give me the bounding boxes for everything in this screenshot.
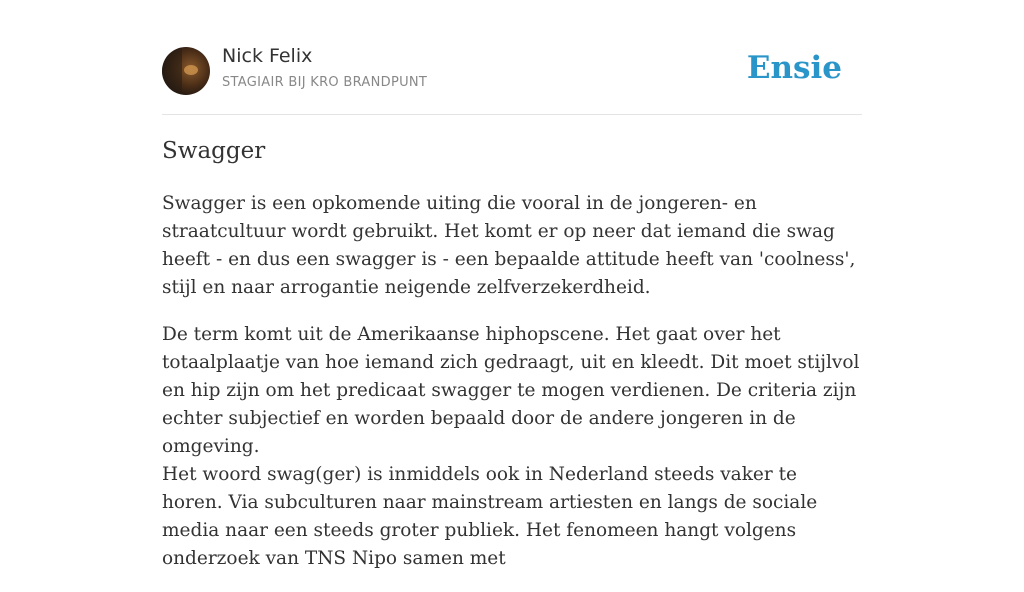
article-paragraph: Swagger is een opkomende uiting die vooral in de jongeren- en straatcultuur wordt gebruikt. Het komt er op neer dat iemand die swag heeft - en dus een swagger is - een bepaalde attitude heeft van 'coolness', stijl en naar arrogantie neigende zelfverzekerdheid.	[162, 193, 856, 298]
author-header	[162, 0, 862, 115]
author-role: STAGIAIR BIJ KRO BRANDPUNT	[222, 75, 428, 90]
article-paragraph: Het woord swag(ger) is inmiddels ook in Nederland steeds vaker te horen. Via subculturen naar mainstream artiesten en langs de sociale media naar een steeds groter publiek. Het fenomeen hangt volgens onderzoek van TNS Nipo samen met	[162, 464, 818, 569]
avatar-highlight	[184, 65, 198, 75]
article-title: Swagger	[162, 138, 266, 164]
ensie-logo[interactable]: Ensie	[746, 50, 842, 86]
author-avatar[interactable]	[162, 47, 210, 95]
page-container	[162, 0, 862, 569]
article-body	[162, 190, 862, 592]
author-name[interactable]: Nick Felix	[222, 45, 313, 67]
avatar-shade	[162, 47, 182, 95]
article-paragraph: De term komt uit de Amerikaanse hiphopscene. Het gaat over het totaalplaatje van hoe iemand zich gedraagt, uit en kleedt. Dit moet stijlvol en hip zijn om het predicaat swagger te mogen verdienen. De criteria zijn echter subjectief en worden bepaald door de andere jongeren in de omgeving.	[162, 324, 860, 457]
